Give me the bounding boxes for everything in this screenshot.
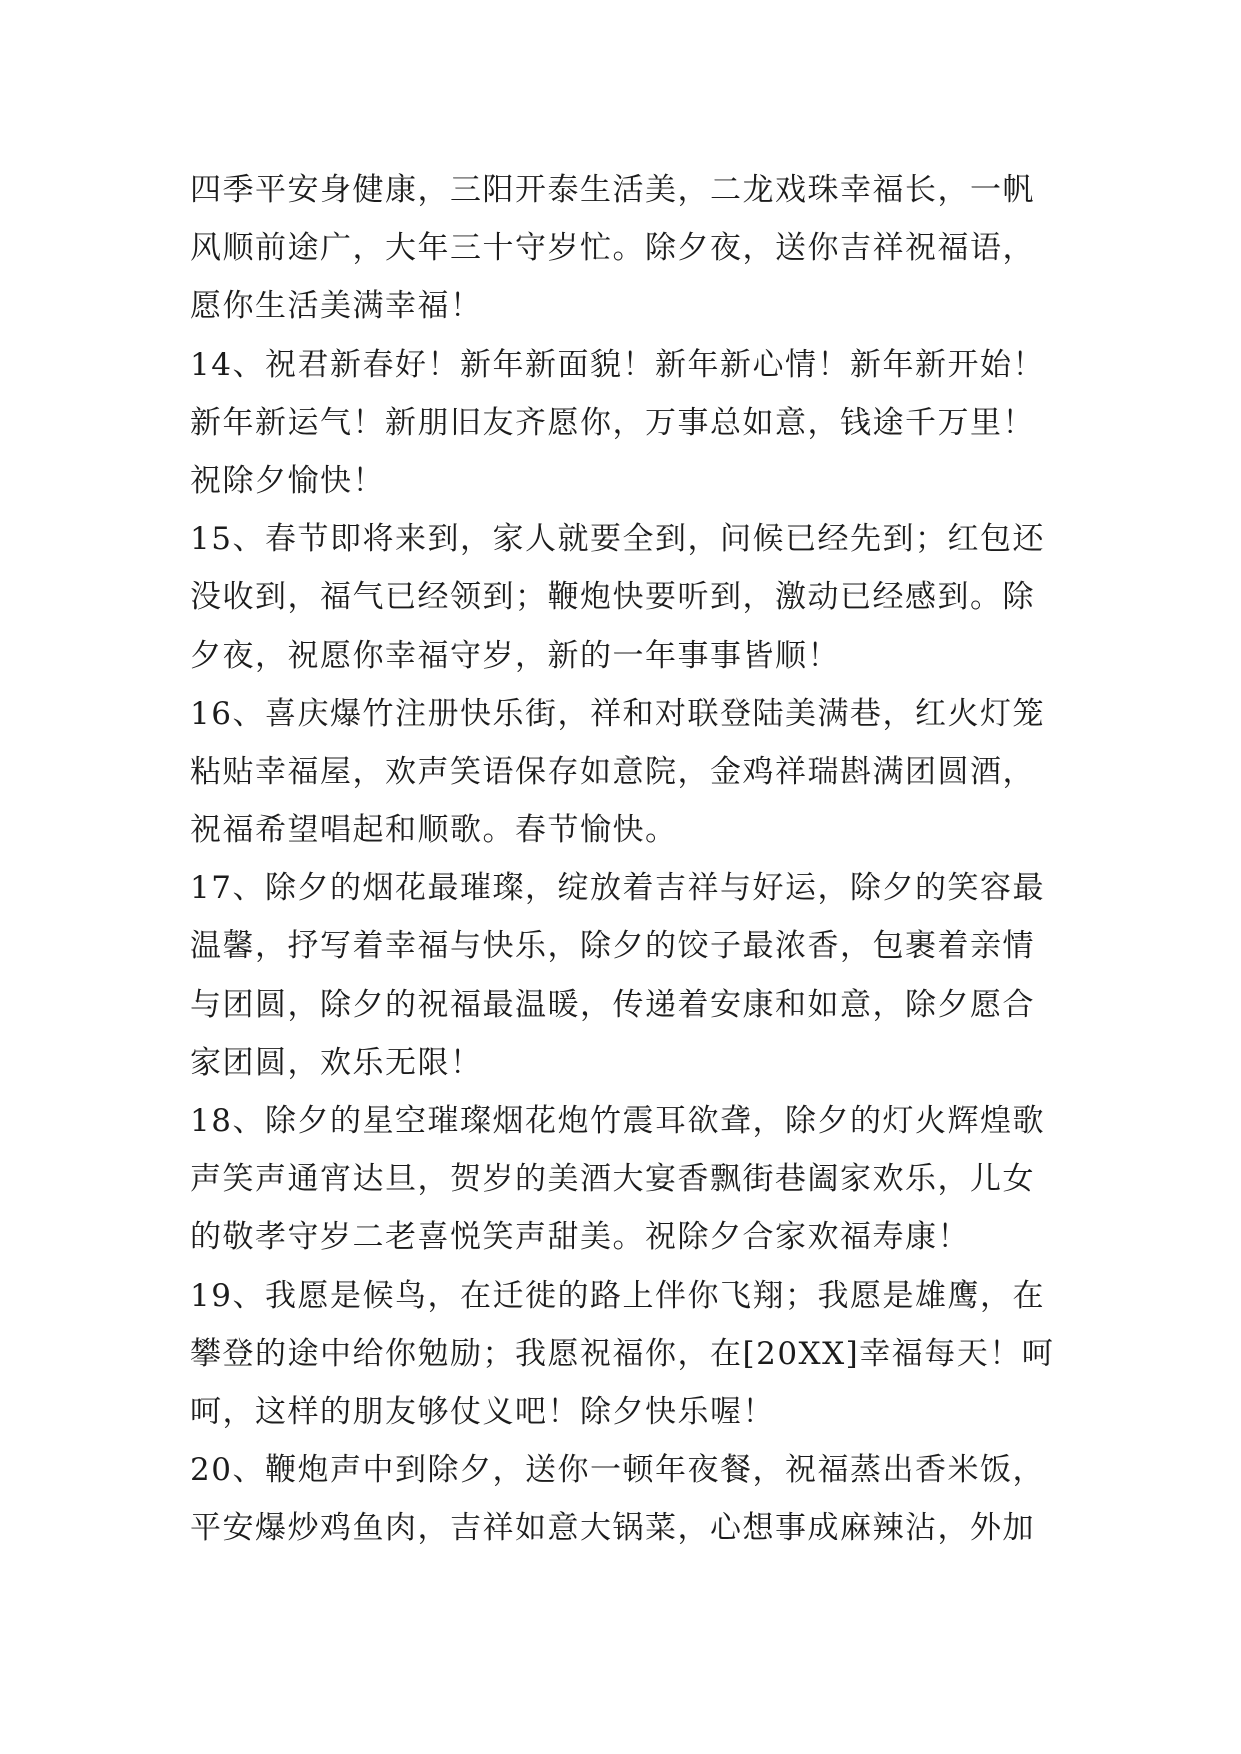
text-line: 温馨，抒写着幸福与快乐，除夕的饺子最浓香，包裹着亲情 bbox=[190, 928, 1035, 965]
paragraph-20 bbox=[190, 1441, 1070, 1557]
document-body bbox=[190, 161, 1070, 1558]
text-line: 声笑声通宵达旦，贺岁的美酒大宴香飘街巷阖家欢乐，儿女 bbox=[190, 1161, 1035, 1198]
text-line: 攀登的途中给你勉励；我愿祝福你，在[20XX]幸福每天！呵 bbox=[190, 1335, 1055, 1372]
paragraph-15 bbox=[190, 510, 1070, 685]
text-line: 风顺前途广，大年三十守岁忙。除夕夜，送你吉祥祝福语， bbox=[190, 230, 1035, 267]
text-line: 祝除夕愉快！ bbox=[190, 462, 385, 499]
text-line: 家团圆，欢乐无限！ bbox=[190, 1044, 483, 1081]
text-line: 的敬孝守岁二老喜悦笑声甜美。祝除夕合家欢福寿康！ bbox=[190, 1219, 970, 1256]
text-line: 16、喜庆爆竹注册快乐街，祥和对联登陆美满巷，红火灯笼 bbox=[190, 695, 1045, 732]
text-line: 四季平安身健康，三阳开泰生活美，二龙戏珠幸福长，一帆 bbox=[190, 172, 1035, 208]
text-line: 15、春节即将来到，家人就要全到，问候已经先到；红包还 bbox=[190, 521, 1045, 558]
paragraph-19 bbox=[190, 1267, 1070, 1442]
text-line: 新年新运气！新朋旧友齐愿你，万事总如意，钱途千万里！ bbox=[190, 404, 1035, 441]
text-line: 20、鞭炮声中到除夕，送你一顿年夜餐，祝福蒸出香米饭， bbox=[190, 1452, 1045, 1489]
paragraph-13-continued bbox=[190, 161, 1070, 336]
text-line: 祝福希望唱起和顺歌。春节愉快。 bbox=[190, 812, 678, 849]
paragraph-14 bbox=[190, 336, 1070, 511]
paragraph-16 bbox=[190, 685, 1070, 860]
paragraph-17 bbox=[190, 859, 1070, 1092]
text-line: 呵，这样的朋友够仗义吧！除夕快乐喔！ bbox=[190, 1393, 775, 1430]
text-line: 粘贴幸福屋，欢声笑语保存如意院，金鸡祥瑞斟满团圆酒， bbox=[190, 753, 1035, 790]
text-line: 平安爆炒鸡鱼肉，吉祥如意大锅菜，心想事成麻辣沾，外加 bbox=[190, 1510, 1035, 1547]
text-line: 18、除夕的星空璀璨烟花炮竹震耳欲聋，除夕的灯火辉煌歌 bbox=[190, 1103, 1045, 1139]
text-line: 夕夜，祝愿你幸福守岁，新的一年事事皆顺！ bbox=[190, 637, 840, 674]
text-line: 愿你生活美满幸福！ bbox=[190, 288, 483, 325]
text-line: 19、我愿是候鸟，在迁徙的路上伴你飞翔；我愿是雄鹰，在 bbox=[190, 1277, 1045, 1314]
text-line: 14、祝君新春好！新年新面貌！新年新心情！新年新开始！ bbox=[190, 346, 1045, 383]
text-line: 没收到，福气已经领到；鞭炮快要听到，激动已经感到。除 bbox=[190, 579, 1035, 616]
text-line: 17、除夕的烟花最璀璨，绽放着吉祥与好运，除夕的笑容最 bbox=[190, 870, 1045, 907]
text-line: 与团圆，除夕的祝福最温暖，传递着安康和如意，除夕愿合 bbox=[190, 986, 1035, 1023]
paragraph-18 bbox=[190, 1092, 1070, 1267]
